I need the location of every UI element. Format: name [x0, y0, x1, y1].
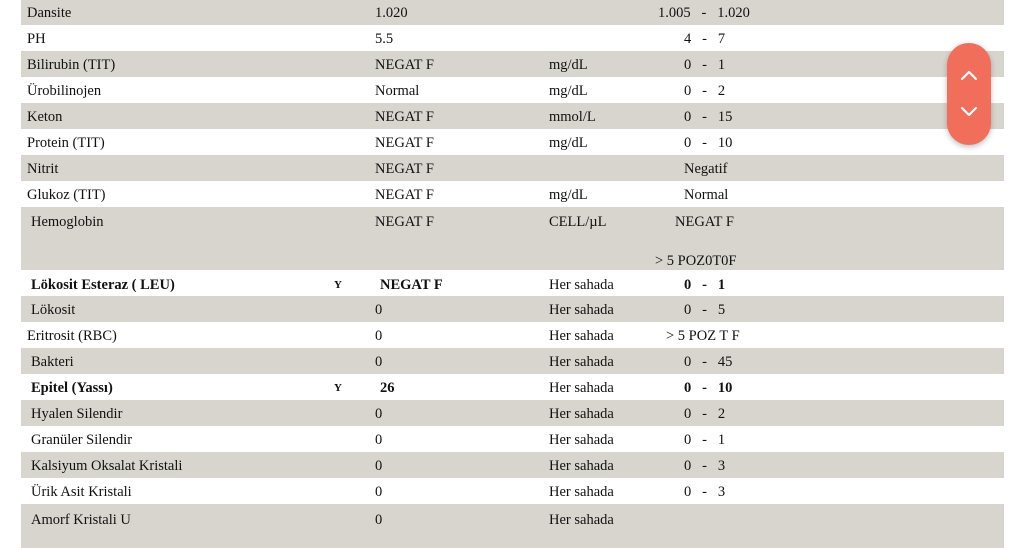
test-unit: Her sahada: [549, 512, 614, 528]
scroll-up-button[interactable]: [947, 58, 991, 92]
table-row: [21, 478, 1004, 504]
table-row: [21, 77, 1004, 103]
test-name: Kalsiyum Oksalat Kristali: [31, 458, 183, 474]
reference-range: 0 - 45: [684, 354, 733, 370]
reference-range: 0 - 3: [684, 484, 726, 500]
test-name: Hyalen Silendir: [31, 406, 123, 422]
abnormal-flag: Y: [334, 382, 342, 394]
table-row: [21, 155, 1004, 181]
test-unit: Her sahada: [549, 432, 614, 448]
test-value: NEGAT F: [375, 214, 434, 230]
reference-range: Normal: [684, 187, 729, 203]
reference-range: 0 - 10: [684, 380, 733, 396]
test-unit: Her sahada: [549, 328, 614, 344]
reference-range: 0 - 1: [684, 277, 726, 293]
test-unit: mmol/L: [549, 109, 596, 125]
table-row: [21, 181, 1004, 207]
test-unit: Her sahada: [549, 302, 614, 318]
test-unit: Her sahada: [549, 380, 614, 396]
scroll-down-button[interactable]: [947, 95, 991, 129]
test-unit: Her sahada: [549, 354, 614, 370]
table-row: [21, 504, 1004, 548]
test-unit: Her sahada: [549, 406, 614, 422]
reference-range: 1.005 - 1.020: [658, 5, 750, 21]
test-unit: mg/dL: [549, 57, 588, 73]
test-value: 1.020: [375, 5, 408, 21]
test-value: 0: [375, 354, 383, 370]
test-unit: Her sahada: [549, 277, 614, 293]
scroll-controls: [947, 43, 991, 145]
table-row: [21, 129, 1004, 155]
test-unit: CELL/µL: [549, 214, 607, 230]
table-row: [21, 270, 1004, 296]
table-row: [21, 322, 1004, 348]
test-name: Lökosit: [31, 302, 76, 318]
test-value: 0: [375, 458, 383, 474]
reference-range-extra: > 5 POZ0T0F: [655, 253, 737, 269]
test-unit: Her sahada: [549, 458, 614, 474]
test-value: 5.5: [375, 31, 394, 47]
test-name: Protein (TIT): [27, 135, 105, 151]
test-unit: Her sahada: [549, 484, 614, 500]
test-value: NEGAT F: [375, 161, 434, 177]
reference-range: 0 - 5: [684, 302, 726, 318]
test-value: Normal: [375, 83, 420, 99]
test-value: 0: [375, 328, 383, 344]
reference-range: 4 - 7: [684, 31, 726, 47]
reference-range: 0 - 2: [684, 83, 726, 99]
test-value: NEGAT F: [375, 135, 434, 151]
table-row: [21, 51, 1004, 77]
table-row: [21, 207, 1004, 270]
reference-range: 0 - 1: [684, 57, 726, 73]
test-name: Eritrosit (RBC): [27, 328, 117, 344]
reference-range: 0 - 2: [684, 406, 726, 422]
test-name: Keton: [27, 109, 63, 125]
table-row: [21, 296, 1004, 322]
test-name: Nitrit: [27, 161, 59, 177]
test-name: Epitel (Yassı): [31, 380, 113, 396]
reference-range: 0 - 3: [684, 458, 726, 474]
chevron-up-icon: [960, 69, 978, 81]
urinalysis-results-table: [21, 0, 1004, 548]
test-name: Hemoglobin: [31, 214, 104, 230]
test-value: NEGAT F: [375, 187, 434, 203]
reference-range: NEGAT F: [675, 214, 734, 230]
test-unit: mg/dL: [549, 135, 588, 151]
test-name: Amorf Kristali U: [31, 512, 131, 528]
test-value: NEGAT F: [380, 277, 443, 293]
test-unit: mg/dL: [549, 83, 588, 99]
test-name: Bilirubin (TIT): [27, 57, 116, 73]
test-value: 26: [380, 380, 395, 396]
test-value: NEGAT F: [375, 109, 434, 125]
table-row: [21, 103, 1004, 129]
test-value: 0: [375, 484, 383, 500]
table-row: [21, 0, 1004, 25]
table-row: [21, 426, 1004, 452]
test-name: Lökosit Esteraz ( LEU): [31, 277, 175, 293]
test-name: Ürik Asit Kristali: [31, 484, 132, 500]
table-row: [21, 452, 1004, 478]
table-row: [21, 25, 1004, 51]
reference-range: Negatif: [684, 161, 728, 177]
test-value: 0: [375, 432, 383, 448]
test-name: Glukoz (TIT): [27, 187, 106, 203]
reference-range: > 5 POZ T F: [666, 328, 740, 344]
test-value: 0: [375, 302, 383, 318]
test-name: Granüler Silendir: [31, 432, 133, 448]
test-name: PH: [27, 31, 46, 47]
test-name: Ürobilinojen: [27, 83, 102, 99]
test-value: NEGAT F: [375, 57, 434, 73]
test-name: Dansite: [27, 5, 72, 21]
table-row: [21, 400, 1004, 426]
chevron-down-icon: [960, 106, 978, 118]
test-value: 0: [375, 406, 383, 422]
test-unit: mg/dL: [549, 187, 588, 203]
test-name: Bakteri: [31, 354, 74, 370]
reference-range: 0 - 1: [684, 432, 726, 448]
test-value: 0: [375, 512, 383, 528]
abnormal-flag: Y: [334, 279, 342, 291]
reference-range: 0 - 15: [684, 109, 733, 125]
table-row: [21, 348, 1004, 374]
reference-range: 0 - 10: [684, 135, 733, 151]
table-row: [21, 374, 1004, 400]
